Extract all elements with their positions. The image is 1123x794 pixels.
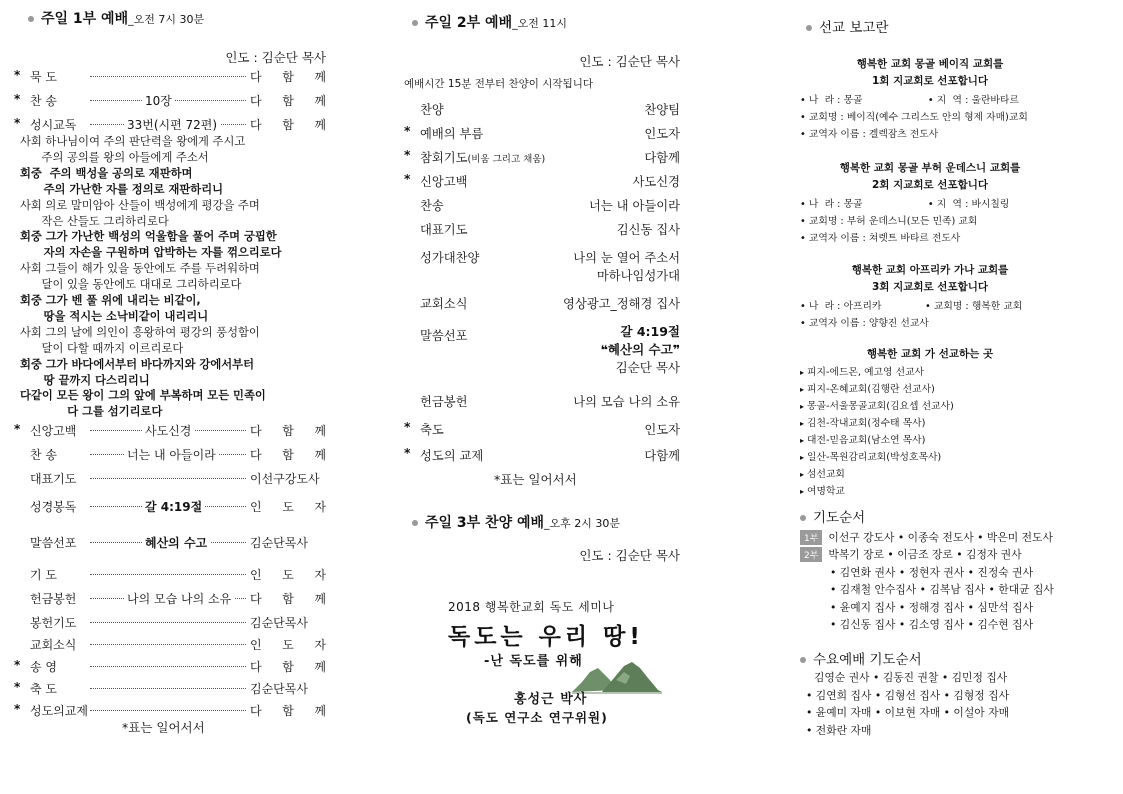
order-item-name: 신앙고백 bbox=[30, 424, 77, 438]
order-row bbox=[414, 196, 680, 216]
bullet-dot-icon bbox=[800, 515, 806, 521]
order-item-name: 성시교독 bbox=[30, 118, 77, 132]
order-item-name: 묵 도 bbox=[30, 70, 57, 84]
standing-mark: * bbox=[14, 680, 21, 694]
sermon-label: 말씀선포 bbox=[420, 329, 468, 343]
order-item-label: 예배의 부름 bbox=[420, 127, 484, 141]
poster-speaker: 홍성근 박사 bbox=[514, 692, 588, 707]
standing-mark: * bbox=[14, 422, 21, 436]
dot-leader bbox=[90, 666, 246, 667]
responsive-reading-line: 자의 자손을 구원하며 압박하는 자를 꺾으리로다 bbox=[20, 246, 282, 260]
order-item-name: 성도의교제 bbox=[30, 704, 88, 718]
poster-seminar-title: 2018 행복한교회 독도 세미나 bbox=[448, 600, 615, 614]
order-item-label: 찬양 bbox=[420, 103, 444, 117]
mission-site-label: 몽골-서울몽골교회(김요셉 선교사) bbox=[807, 401, 954, 412]
order-row bbox=[14, 566, 326, 584]
mission-church-title: 행복한 교회 몽골 부허 운데스니 교회를 bbox=[839, 162, 1021, 174]
mission-site-item bbox=[800, 432, 925, 446]
wednesday-prayer-line: • 전화란 자매 bbox=[806, 723, 872, 737]
triangle-bullet-icon: ▸ bbox=[800, 436, 805, 445]
prayer-names: 박복기 장로 • 이금조 장로 • 김정자 권사 bbox=[828, 548, 1022, 562]
order-row bbox=[14, 422, 326, 440]
order-item-name: 교회소식 bbox=[30, 638, 77, 652]
order-item-person: 다 함 께 bbox=[247, 92, 326, 109]
order-row bbox=[14, 636, 326, 654]
responsive-reading-line: 회중 그가 벤 풀 위에 내리는 비같이, bbox=[20, 294, 201, 307]
first-service-leader: 인도 : 김순단 목사 bbox=[225, 50, 326, 65]
order-item-name: 찬 송 bbox=[30, 94, 57, 108]
order-row bbox=[14, 590, 326, 608]
prayer-names: • 김신동 집사 • 김소영 집사 • 김수현 집사 bbox=[830, 618, 1034, 631]
order-item-person: 김신동 집사 bbox=[616, 223, 680, 237]
order-item-name bbox=[420, 100, 444, 118]
second-service-footnote: *표는 일어서서 bbox=[494, 472, 577, 487]
dot-leader bbox=[90, 574, 246, 575]
dot-leader bbox=[90, 710, 246, 711]
first-service-header: 주일 1부 예배_오전 7시 30분 bbox=[28, 8, 204, 28]
mission-site-item bbox=[800, 466, 845, 480]
mission-church-title: 행복한 교회 몽골 베이직 교회를 bbox=[856, 58, 1004, 70]
responsive-reading-line: 회중 그가 바다에서부터 바다까지와 강에서부터 bbox=[20, 357, 254, 371]
mission-detail-line: • 나 라 : 아프리카 • 교회명 : 행복한 교회 bbox=[800, 301, 1023, 312]
standing-mark: * bbox=[14, 116, 21, 130]
responsive-reading-line: 땅을 적시는 소낙비같이 내리리니 bbox=[20, 309, 209, 323]
mission-site-item bbox=[800, 398, 954, 412]
dot-leader bbox=[90, 76, 246, 77]
bullet-dot-icon bbox=[800, 657, 806, 663]
mission-site-item bbox=[800, 364, 924, 378]
mission-church-title: 행복한 교회 아프리카 가나 교회를 bbox=[851, 264, 1009, 276]
order-item-person: 인도자 bbox=[644, 127, 680, 141]
order-item-label: 헌금봉헌 bbox=[420, 395, 468, 409]
third-service-header: 주일 3부 찬양 예배_오후 2시 30분 bbox=[412, 512, 620, 532]
order-item-person: 영상광고_정해경 집사 bbox=[563, 297, 680, 311]
prayer-order-header: 기도순서 bbox=[800, 506, 865, 526]
bullet-dot-icon bbox=[412, 520, 418, 526]
dokdo-seminar-poster bbox=[404, 598, 680, 738]
responsive-reading-line: 달이 다할 때까지 이르리로다 bbox=[20, 341, 184, 355]
mission-site-item bbox=[800, 449, 941, 463]
standing-mark: * bbox=[14, 702, 21, 716]
order-item-person: 다함께 bbox=[644, 151, 680, 165]
order-row bbox=[414, 220, 680, 240]
order-item-name: 말씀선포 bbox=[30, 536, 77, 550]
triangle-bullet-icon: ▸ bbox=[800, 368, 805, 377]
mission-site-label: 피지-온혜교회(김행란 선교사) bbox=[807, 384, 935, 395]
responsive-reading-line: 사회 그들이 해가 있을 동안에도 주를 두려워하며 bbox=[20, 262, 260, 276]
order-item-person: 김순단목사 bbox=[247, 680, 326, 697]
order-item-name bbox=[420, 392, 468, 410]
poster-speaker-affiliation: (독도 연구소 연구위원) bbox=[466, 710, 608, 725]
order-item-person: 인도자 bbox=[644, 423, 680, 437]
standing-mark: * bbox=[14, 68, 21, 82]
mission-detail-line: • 교회명 : 부허 운데스니(모든 민족) 교회 bbox=[800, 216, 978, 227]
order-row bbox=[414, 100, 680, 120]
bullet-dot-icon bbox=[412, 20, 418, 26]
wednesday-prayer-line: • 김연희 집사 • 김형선 집사 • 김형정 집사 bbox=[806, 688, 1010, 702]
order-row bbox=[404, 124, 680, 144]
order-item-name: 헌금봉헌 bbox=[30, 592, 77, 606]
prayer-row bbox=[830, 617, 1033, 632]
order-item-person: 인 도 자 bbox=[247, 566, 326, 583]
order-item-name: 기 도 bbox=[30, 568, 57, 582]
responsive-reading-line: 다 그를 섬기리로다 bbox=[20, 405, 163, 419]
order-item-note: (비움 그리고 채움) bbox=[467, 154, 546, 165]
order-row bbox=[14, 116, 326, 134]
order-item-name bbox=[420, 172, 468, 190]
prayer-row bbox=[800, 547, 1022, 562]
wednesday-prayer-line: 김영순 권사 • 김동진 권찰 • 김민정 집사 bbox=[814, 671, 1008, 684]
prayer-names: 이선구 강도사 • 이종숙 전도사 • 박은미 전도사 bbox=[828, 531, 1053, 544]
mission-site-label: 대전-믿음교회(남소연 목사) bbox=[807, 435, 926, 446]
order-item-name: 송 영 bbox=[30, 660, 57, 674]
mission-declaration: 3회 지교회로 선포합니다 bbox=[871, 281, 989, 293]
mission-site-item bbox=[800, 381, 935, 395]
standing-mark: * bbox=[404, 124, 411, 138]
order-row bbox=[14, 614, 326, 632]
order-item-name bbox=[420, 124, 483, 142]
poster-subtitle: -난 독도를 위해 bbox=[484, 654, 583, 669]
order-item-name: 성경봉독 bbox=[30, 500, 77, 514]
order-row bbox=[414, 294, 680, 314]
order-item-name bbox=[420, 446, 483, 464]
order-item-person: 김순단목사 bbox=[247, 534, 326, 551]
mission-detail-line: • 교회명 : 베이직(예수 그리스도 안의 형제 자매)교회 bbox=[800, 112, 1028, 123]
order-item-person: 찬양팀 bbox=[644, 103, 680, 117]
order-item-person: 다함께 bbox=[644, 449, 680, 463]
order-item-name bbox=[420, 420, 444, 438]
order-item-person: 너는 내 아들이라 bbox=[589, 199, 680, 213]
responsive-reading-line: 주의 가난한 자를 정의로 재판하리니 bbox=[20, 182, 224, 196]
service-tag: 2부 bbox=[800, 547, 822, 562]
order-item-name: 축 도 bbox=[30, 682, 57, 696]
order-item-person: 다 함 께 bbox=[247, 116, 326, 133]
order-item-detail: 33번(시편 72편) bbox=[124, 116, 220, 133]
standing-mark: * bbox=[404, 420, 411, 434]
prayer-names: • 김연화 권사 • 정현자 권사 • 진정숙 권사 bbox=[830, 565, 1034, 579]
order-row bbox=[404, 172, 680, 192]
order-item-name bbox=[420, 148, 545, 166]
order-row bbox=[414, 248, 680, 283]
order-item-detail: 갈 4:19절 bbox=[142, 498, 205, 515]
first-service-footnote: *표는 일어서서 bbox=[122, 720, 205, 735]
order-item-name bbox=[420, 196, 444, 214]
mission-declaration: 2회 지교회로 선포합니다 bbox=[871, 179, 989, 191]
mission-detail-line: • 나 라 : 몽골 • 지 역 : 바시칠링 bbox=[800, 199, 1010, 210]
sermon-verse: 갈 4:19절 bbox=[620, 324, 680, 339]
order-item-name bbox=[420, 248, 479, 266]
responsive-reading-line: 사회 하나님이여 주의 판단력을 왕에게 주시고 bbox=[20, 135, 246, 148]
order-item-person: 나의 눈 열어 주소서 bbox=[573, 251, 680, 265]
order-row bbox=[14, 92, 326, 110]
standing-mark: * bbox=[14, 92, 21, 106]
order-item-name: 대표기도 bbox=[30, 472, 77, 486]
triangle-bullet-icon: ▸ bbox=[800, 487, 805, 496]
worship-notice: 예배시간 15분 전부터 찬양이 시작됩니다 bbox=[404, 78, 593, 90]
responsive-reading-line: 사회 그의 날에 의인이 흥왕하여 평강의 풍성함이 bbox=[20, 325, 260, 339]
dot-leader bbox=[90, 622, 246, 623]
triangle-bullet-icon: ▸ bbox=[800, 419, 805, 428]
responsive-reading-line: 사회 의로 말미암아 산들이 백성에게 평강을 주며 bbox=[20, 198, 260, 212]
sermon-title: ❝혜산의 수고❞ bbox=[600, 342, 680, 357]
prayer-names: • 김재철 안수집사 • 김복남 집사 • 한대균 집사 bbox=[830, 583, 1054, 597]
triangle-bullet-icon: ▸ bbox=[800, 470, 805, 479]
order-row bbox=[14, 446, 326, 464]
order-item-name: 봉헌기도 bbox=[30, 616, 77, 630]
mission-detail-line: • 교역자 이름 : 겔렉잠츠 전도사 bbox=[800, 129, 939, 140]
order-item-label: 교회소식 bbox=[420, 297, 468, 311]
prayer-names: • 윤예지 집사 • 정해경 집사 • 심만석 집사 bbox=[830, 600, 1034, 614]
order-item-name bbox=[420, 220, 468, 238]
bullet-dot-icon bbox=[28, 16, 34, 22]
order-item-detail: 너는 내 아들이라 bbox=[124, 446, 219, 463]
responsive-reading-line: 주의 공의를 왕의 아들에게 주소서 bbox=[20, 150, 209, 164]
order-item-label: 성가대찬양 bbox=[420, 251, 480, 265]
order-item-label: 참회기도 bbox=[420, 151, 468, 165]
dot-leader bbox=[90, 688, 246, 689]
sermon-preacher: 김순단 목사 bbox=[615, 360, 680, 375]
order-item-person: 이선구강도사 bbox=[247, 470, 326, 487]
triangle-bullet-icon: ▸ bbox=[800, 385, 805, 394]
order-row bbox=[14, 680, 326, 698]
mission-site-label: 일산-목원감리교회(박성호목사) bbox=[807, 452, 942, 463]
responsive-reading-line: 회중 주의 백성을 공의로 재판하며 bbox=[20, 166, 193, 180]
mission-detail-line: • 나 라 : 몽골 • 지 역 : 울란바타르 bbox=[800, 95, 1019, 106]
order-item-person: 다 함 께 bbox=[247, 590, 326, 607]
triangle-bullet-icon: ▸ bbox=[800, 402, 805, 411]
responsive-reading-line: 땅 끝까지 다스리리니 bbox=[20, 373, 150, 387]
order-item-name bbox=[420, 294, 468, 312]
mission-site-item bbox=[800, 415, 925, 429]
order-item-person: 다 함 께 bbox=[247, 702, 326, 719]
order-item-person: 김순단목사 bbox=[247, 614, 326, 631]
bullet-dot-icon bbox=[806, 25, 812, 31]
supported-missions-title: 행복한 교회 가 선교하는 곳 bbox=[866, 348, 994, 360]
order-row bbox=[404, 420, 680, 440]
mission-site-label: 섬선교회 bbox=[807, 469, 845, 480]
prayer-row bbox=[830, 600, 1033, 615]
order-row bbox=[14, 68, 326, 86]
poster-headline: 독도는 우리 땅! bbox=[448, 624, 644, 650]
dot-leader bbox=[90, 478, 246, 479]
order-item-person: 다 함 께 bbox=[247, 68, 326, 85]
mission-site-label: 여명학교 bbox=[807, 486, 845, 497]
second-service-header: 주일 2부 예배_오전 11시 bbox=[412, 12, 567, 32]
order-row bbox=[404, 148, 680, 168]
order-item-detail: 나의 모습 나의 소유 bbox=[124, 590, 234, 607]
mission-report-header: 선교 보고란 bbox=[806, 16, 889, 36]
order-row bbox=[414, 392, 680, 412]
order-item-detail: 10장 bbox=[142, 92, 175, 109]
responsive-reading-line: 다같이 모든 왕이 그의 앞에 부복하며 모든 민족이 bbox=[20, 389, 266, 403]
responsive-reading-line: 작은 산들도 그리하리로다 bbox=[20, 214, 169, 228]
mission-declaration: 1회 지교회로 선포합니다 bbox=[871, 75, 989, 87]
mission-site-item bbox=[800, 483, 845, 497]
order-item-label: 찬송 bbox=[420, 199, 444, 213]
mission-site-label: 피지-에드몬, 예고영 선교사 bbox=[807, 367, 924, 378]
wednesday-prayer-line: • 윤예미 자매 • 이보현 자매 • 이설아 자매 bbox=[806, 706, 1010, 719]
mission-detail-line: • 교역자 이름 : 쳐렛트 바타르 전도사 bbox=[800, 233, 961, 244]
order-item-person: 다 함 께 bbox=[247, 422, 326, 439]
order-item-person: 나의 모습 나의 소유 bbox=[573, 395, 680, 409]
order-item-person: 인 도 자 bbox=[247, 636, 326, 653]
order-item-detail: 혜산의 수고 bbox=[142, 534, 210, 551]
order-row bbox=[14, 498, 326, 516]
wednesday-prayer-header: 수요예배 기도순서 bbox=[800, 648, 922, 668]
order-row bbox=[14, 658, 326, 676]
responsive-reading-line: 회중 그가 가난한 백성의 억울함을 풀어 주며 궁핍한 bbox=[20, 230, 277, 244]
prayer-row bbox=[830, 582, 1054, 597]
standing-mark: * bbox=[404, 172, 411, 186]
responsive-reading-line: 달이 있을 동안에도 대대로 그리하리로다 bbox=[20, 278, 242, 292]
order-item-label: 성도의 교제 bbox=[420, 449, 484, 463]
dot-leader bbox=[90, 644, 246, 645]
order-item-label: 대표기도 bbox=[420, 223, 468, 237]
order-item-label: 축도 bbox=[420, 423, 444, 437]
third-service-leader: 인도 : 김순단 목사 bbox=[579, 548, 680, 563]
standing-mark: * bbox=[14, 658, 21, 672]
service-tag: 1부 bbox=[800, 530, 822, 545]
order-item-person: 다 함 께 bbox=[247, 658, 326, 675]
mission-detail-line: • 교역자 이름 : 양향진 선교사 bbox=[800, 318, 929, 329]
order-row bbox=[14, 470, 326, 488]
order-row bbox=[404, 446, 680, 466]
order-row bbox=[14, 534, 326, 552]
second-service-leader: 인도 : 김순단 목사 bbox=[579, 54, 680, 69]
standing-mark: * bbox=[404, 446, 411, 460]
order-item-person: 인 도 자 bbox=[247, 498, 326, 515]
prayer-row bbox=[800, 530, 1053, 545]
standing-mark: * bbox=[404, 148, 411, 162]
prayer-row bbox=[830, 565, 1033, 580]
order-item-label: 신앙고백 bbox=[420, 175, 468, 189]
order-item-person: 다 함 께 bbox=[247, 446, 326, 463]
order-item-person: 사도신경 bbox=[632, 175, 680, 189]
mission-site-label: 김천-작내교회(정수태 목사) bbox=[807, 418, 926, 429]
order-item-detail: 사도신경 bbox=[142, 422, 194, 439]
order-item-name: 찬 송 bbox=[30, 448, 57, 462]
triangle-bullet-icon: ▸ bbox=[800, 453, 805, 462]
order-item-person-2: 마하나임성가대 bbox=[596, 269, 680, 283]
